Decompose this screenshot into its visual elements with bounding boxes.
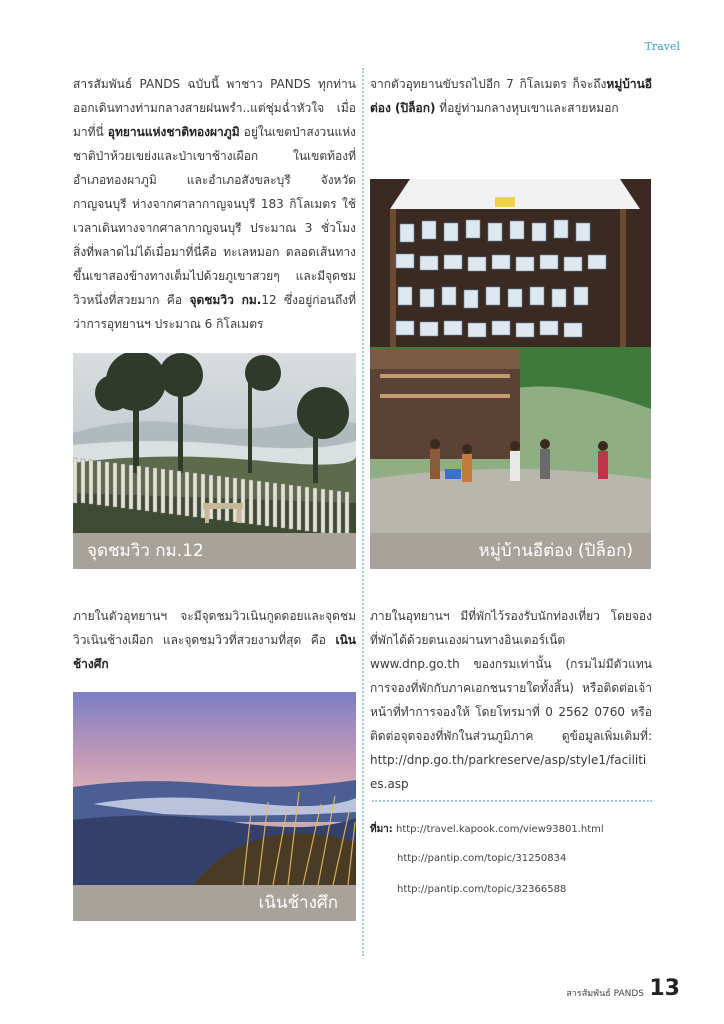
left-column-lower (73, 604, 356, 676)
source-url-1[interactable]: http://travel.kapook.com/view93801.html (396, 824, 604, 835)
right-column-lower (370, 604, 652, 796)
section-tag: Travel (644, 40, 680, 53)
source-url-2[interactable]: http://pantip.com/topic/31250834 (397, 853, 567, 864)
park-name: อุทยานแห่งชาติทองผาภูมิ (107, 125, 240, 139)
photo-viewpoint-km12 (73, 353, 356, 533)
column-divider (362, 68, 364, 956)
source-line-1 (370, 822, 604, 837)
publication-name: สารสัมพันธ์ PANDS (566, 989, 644, 999)
viewpoint-name: จุดชมวิว กม. (189, 293, 262, 307)
village-name: หมู่บ้านอีต่อง (ปิล็อก) (370, 77, 652, 115)
photo-nern-chang-suek (73, 692, 356, 885)
source-label: ที่มา: (370, 824, 393, 835)
page-number: 13 (649, 976, 680, 1001)
village-paragraph: จากตัวอุทยานขับรถไปอีก 7 กิโลเมตร ก็จะถึงหมู่บ้านอีต่อง (ปิล็อก) ที่อยู่ท่ามกลางหุบเขาและสายหมอก (370, 77, 652, 115)
sunrise-mist-image (73, 692, 356, 885)
right-column (370, 72, 652, 120)
viewpoints-paragraph: ภายในตัวอุทยานฯ จะมีจุดชมวิวเนินกูดดอยและจุดชมวิวเนินช้างเผือก และจุดชมวิวที่สวยงามที่สุด คือ เนินช้างศึก (73, 609, 356, 671)
source-line-3 (397, 884, 566, 895)
caption-nern-chang-suek: เนินช้างศึก (73, 885, 356, 921)
booking-paragraph: ภายในอุทยานฯ มีที่พักไว้รองรับนักท่องเที่ยว โดยจองที่พักได้ด้วยตนเองผ่านทางอินเตอร์เน็ต www.dnp.go.th ของกรมเท่านั้น (กรมไม่มีตัวแทนการจองที่พักกับภาคเอกชนรายใดทั้งสิ้น) หรือติดต่อเจ้าหน้าที่ทำการจองให้ โดยโทรมาที่ 0 2562 0760 หรือติดต่อจุดจองที่พักในส่วนภูมิภาค ดูข้อมูลเพิ่มเติมที่: http://dnp.go.th/parkreserve/asp/style1/facilities.asp (370, 609, 652, 791)
intro-paragraph: สารสัมพันธ์ PANDS ฉบับนี้ พาชาว PANDS ทุกท่านออกเดินทางท่ามกลางสายฝนพรำ..แต่ชุ่มฉ่ำหัวใจ เมื่อมาที่นี่ อุทยานแห่งชาติทองผาภูมิ อยู่ในเขตป่าสงวนแห่งชาติป่าห้วยเขย่งและป่าเขาช้างเผือก ในเขตท้องที่อำเภอทองผาภูมิ และอำเภอสังขละบุรี จังหวัดกาญจนบุรี ห่างจากศาลากาญจนบุรี 183 กิโลเมตร ใช้เวลาเดินทางจากศาลากาญจนบุรี ประมาณ 3 ชั่วโมง สิ่งที่พลาดไม่ได้เมื่อมาที่นี่คือ ทะเลหมอก ตลอดเส้นทางขึ้นเขาสองข้างทางเต็มไปด้วยภูเขาสวยๆ และมีจุดชมวิวหนึ่งที่สวยมาก คือ จุดชมวิว กม.12 ซึ่งอยู่ก่อนถึงที่ว่าการอุทยานฯ ประมาณ 6 กิโลเมตร (73, 77, 356, 331)
source-url-3[interactable]: http://pantip.com/topic/32366588 (397, 884, 567, 895)
left-column (73, 72, 356, 336)
caption-viewpoint-km12: จุดชมวิว กม.12 (73, 533, 356, 569)
misty-hills-image (73, 353, 356, 533)
sources-divider (372, 800, 652, 802)
photo-village-collage (370, 179, 651, 533)
village-photos-image (370, 179, 651, 533)
source-line-2 (397, 853, 566, 864)
nern-chang-suek-name: เนินช้างศึก (73, 633, 356, 671)
caption-village: หมู่บ้านอีต่อง (ปิล็อก) (370, 533, 651, 569)
